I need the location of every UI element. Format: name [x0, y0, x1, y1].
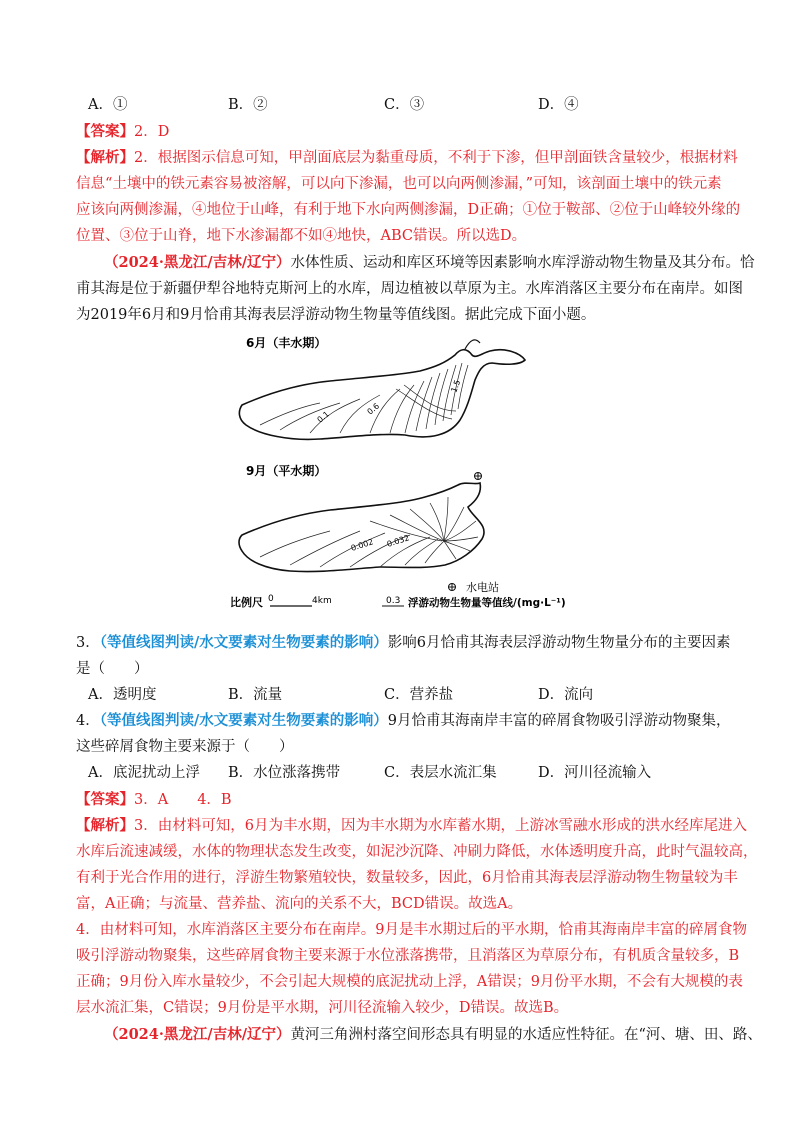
- passage-2-line-1: [104, 1024, 762, 1046]
- q4-option-b: B．水位涨落携带: [228, 765, 341, 781]
- contour-label-sept-2: 0.032: [385, 533, 411, 549]
- q3-stem-line-2: 是（ ）: [76, 661, 149, 677]
- hydropower-station-icon: [474, 472, 482, 480]
- q3-option-d: D．流向: [538, 687, 594, 703]
- legend-contour-label: 浮游动物生物量等值线/(mg·L⁻¹): [408, 597, 566, 609]
- q4-stem-line-1: [76, 710, 731, 732]
- answer-block-2: [76, 789, 232, 811]
- passage-text: 黄河三角洲村落空间形态具有明显的水适应性特征。在“河、塘、田、路、: [290, 1027, 762, 1043]
- q3-option-b: B．流量: [228, 687, 283, 703]
- passage-1-line-2: 甫其海是位于新疆伊犁谷地特克斯河上的水库，周边植被以草原为主。水库消落区主要分布在南岸。如图: [76, 281, 743, 297]
- q3-topic: （等值线图判读/水文要素对生物要素的影响）: [99, 634, 388, 651]
- analysis-2-line-7: 正确；9月份入库水量较少，不会引起大规模的底泥扰动上浮，A错误；9月份平水期，不会有大规模的表: [76, 974, 743, 990]
- q4-stem-line-2: 这些碎屑食物主要来源于（ ）: [76, 739, 294, 755]
- answer-tag: 【答案】: [76, 791, 134, 808]
- scale-zero: 0: [268, 594, 274, 604]
- q3-stem-line-1: [76, 632, 731, 654]
- panel-1-label: 6月（丰水期）: [246, 336, 327, 350]
- q4-option-c: C．表层水流汇集: [384, 765, 497, 781]
- q2-option-c: C．③: [384, 97, 425, 113]
- analysis-text: 3．由材料可知，6月为丰水期，因为丰水期为水库蓄水期，上游冰雪融水形成的洪水经库尾进入: [134, 818, 747, 834]
- scale-end: 4km: [312, 596, 332, 606]
- legend-station-icon: [448, 583, 456, 591]
- contour-label-june-2: 0.6: [365, 401, 382, 417]
- q2-option-b: B．②: [228, 97, 268, 113]
- analysis-2-line-8: 层水流汇集，C错误；9月份是平水期，河川径流输入较少，D错误。故选B。: [76, 1000, 569, 1016]
- q2-option-a: A．①: [88, 97, 128, 113]
- passage-1-line-1: [104, 252, 755, 274]
- scale-label: 比例尺: [230, 596, 263, 609]
- legend-station-label: 水电站: [466, 581, 499, 594]
- analysis-1-line-2: 信息“土壤中的铁元素容易被溶解，可以向下渗漏，也可以向两侧渗漏，”可知，该剖面土壤中的铁元素: [76, 176, 722, 192]
- legend-contour-sample: 0.3: [386, 596, 401, 606]
- passage-source: （2024·黑龙江/吉林/辽宁）: [104, 254, 291, 271]
- analysis-1-line-3: 应该向两侧渗漏，④地位于山峰，有利于地下水向两侧渗漏，D正确；①位于鞍部、②位于山峰较外缘的: [76, 202, 741, 218]
- analysis-2-line-4: 富，A正确；与流量、营养盐、流向的关系不大，BCD错误。故选A。: [76, 896, 523, 912]
- analysis-1-line-1: [76, 147, 738, 169]
- reservoir-outline-september: [239, 483, 484, 572]
- analysis-2-line-3: 有利于光合作用的进行，浮游生物繁殖较快，数量较多，因此，6月恰甫其海表层浮游动物生物量较为丰: [76, 870, 738, 886]
- q3-option-a: A．透明度: [88, 687, 157, 703]
- answer-tag: 【答案】: [76, 123, 134, 140]
- answer-text: 3．A 4．B: [134, 792, 232, 808]
- passage-source: （2024·黑龙江/吉林/辽宁）: [104, 1026, 291, 1043]
- analysis-text: 2．根据图示信息可知，甲剖面底层为黏重母质，不利于下渗，但甲剖面铁含量较少，根据材料: [134, 150, 738, 166]
- contour-label-june-1: 0.1: [315, 409, 332, 425]
- passage-1-line-3: 为2019年6月和9月恰甫其海表层浮游动物生物量等值线图。据此完成下面小题。: [76, 307, 596, 323]
- analysis-2-line-1: [76, 815, 747, 837]
- q3-option-c: C．营养盐: [384, 687, 454, 703]
- passage-text: 水体性质、运动和库区环境等因素影响水库浮游动物生物量及其分布。恰: [290, 255, 755, 271]
- analysis-2-line-6: 吸引浮游动物聚集，这些碎屑食物主要来源于水位涨落携带，且消落区为草原分布，有机质含量较多，B: [76, 948, 740, 964]
- analysis-2-line-5: 4．由材料可知，水库消落区主要分布在南岸。9月是丰水期过后的平水期，恰甫其海南岸丰富的碎屑食物: [76, 922, 747, 938]
- q4-stem: 9月恰甫其海南岸丰富的碎屑食物吸引浮游动物聚集，: [387, 713, 731, 729]
- reservoir-outline-june: [239, 340, 525, 440]
- q4-number: 4．: [76, 713, 100, 729]
- panel-2-label: 9月（平水期）: [246, 464, 327, 478]
- contour-lines-june: [260, 363, 468, 433]
- q3-stem: 影响6月恰甫其海表层浮游动物生物量分布的主要因素: [387, 635, 731, 651]
- reservoir-contour-figure: [220, 325, 600, 615]
- answer-block-1: [76, 121, 169, 143]
- q4-option-d: D．河川径流输入: [538, 765, 652, 781]
- q4-topic: （等值线图判读/水文要素对生物要素的影响）: [99, 712, 388, 729]
- analysis-2-line-2: 水库后流速减缓，水体的物理状态发生改变，如泥沙沉降、冲刷力降低，水体透明度升高，此时气温较高，: [76, 844, 758, 860]
- analysis-1-line-4: 位置、③位于山脊，地下水渗漏都不如④地快，ABC错误。所以选D。: [76, 228, 527, 244]
- q3-number: 3．: [76, 635, 100, 651]
- contour-label-june-3: 1.5: [449, 378, 463, 394]
- answer-text: 2．D: [134, 124, 170, 140]
- analysis-tag: 【解析】: [76, 149, 134, 166]
- q4-option-a: A．底泥扰动上浮: [88, 765, 200, 781]
- contour-lines-september: [260, 497, 478, 567]
- q2-option-d: D．④: [538, 97, 579, 113]
- analysis-tag: 【解析】: [76, 817, 134, 834]
- contour-label-sept-1: 0.002: [349, 537, 375, 553]
